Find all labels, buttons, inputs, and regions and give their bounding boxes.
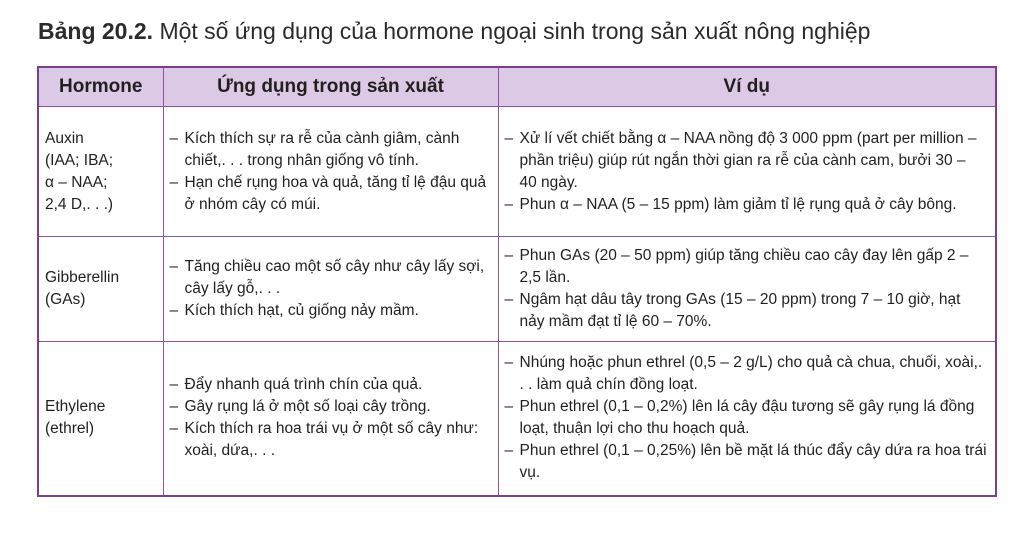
hormone-applications-table: [37, 66, 997, 497]
table-row-auxin: [38, 107, 996, 237]
example-cell: [498, 237, 996, 342]
table-caption: [38, 18, 870, 45]
hormone-name-line: α – NAA;: [45, 173, 108, 191]
example-item: – Phun ethrel (0,1 – 0,25%) lên bề mặt lá thúc đẩy cây dứa ra hoa trái vụ.: [505, 440, 988, 484]
example-item: – Phun GAs (20 – 50 ppm) giúp tăng chiều cao cây đay lên gấp 2 – 2,5 lần.: [505, 245, 988, 289]
hormone-name-line: Ethylene: [45, 398, 106, 416]
example-item: – Xử lí vết chiết bằng α – NAA nồng độ 3 000 ppm (part per million – phần triệu) giúp rút ngắn thời gian ra rễ của cành cam, bưởi 30 – 40 ngày.: [505, 128, 988, 194]
hormone-name-line: 2,4 D,. . .): [45, 195, 114, 213]
table-row-ethylene: [38, 342, 996, 496]
header-hormone: Hormone: [38, 67, 163, 107]
example-item: – Phun α – NAA (5 – 15 ppm) làm giảm tỉ lệ rụng quả ở cây bông.: [505, 194, 988, 216]
hormone-name-line: Auxin: [45, 129, 84, 147]
example-cell: [498, 107, 996, 237]
caption-text: Một số ứng dụng của hormone ngoại sinh trong sản xuất nông nghiệp: [159, 18, 871, 44]
application-cell: [163, 342, 498, 496]
hormone-name-line: (GAs): [45, 291, 86, 308]
header-application: Ứng dụng trong sản xuất: [163, 67, 498, 107]
hormone-name-line: (ethrel): [45, 420, 95, 438]
example-item: – Phun ethrel (0,1 – 0,2%) lên lá cây đậu tương sẽ gây rụng lá đồng loạt, thuận lợi cho thu hoạch quả.: [505, 396, 988, 440]
hormone-cell: [38, 107, 163, 237]
caption-label: Bảng 20.2.: [38, 18, 154, 44]
application-item: – Kích thích ra hoa trái vụ ở một số cây như: xoài, dứa,. . .: [170, 418, 490, 462]
example-item: – Nhúng hoặc phun ethrel (0,5 – 2 g/L) cho quả cà chua, chuối, xoài,. . . làm quả chín đồng loạt.: [505, 352, 988, 396]
example-item: – Ngâm hạt dâu tây trong GAs (15 – 20 ppm) trong 7 – 10 giờ, hạt nảy mầm đạt tỉ lệ 60 – 70%.: [505, 289, 988, 333]
application-item: – Kích thích hạt, củ giống nảy mầm.: [170, 300, 490, 322]
application-item: – Kích thích sự ra rễ của cành giâm, cành chiết,. . . trong nhân giống vô tính.: [170, 128, 490, 172]
example-cell: [498, 342, 996, 496]
application-cell: [163, 237, 498, 342]
table-row-gibberellin: [38, 237, 996, 342]
application-cell: [163, 107, 498, 237]
hormone-cell: [38, 342, 163, 496]
application-item: – Đẩy nhanh quá trình chín của quả.: [170, 374, 490, 396]
header-row: [38, 67, 996, 107]
application-item: – Gây rụng lá ở một số loại cây trồng.: [170, 396, 490, 418]
application-item: – Hạn chế rụng hoa và quả, tăng tỉ lệ đậu quả ở nhóm cây có múi.: [170, 172, 490, 216]
header-example: Ví dụ: [498, 67, 996, 107]
hormone-name-line: (IAA; IBA;: [45, 151, 114, 169]
application-item: – Tăng chiều cao một số cây như cây lấy sợi, cây lấy gỗ,. . .: [170, 256, 490, 300]
hormone-cell: [38, 237, 163, 342]
hormone-name-line: Gibberellin: [45, 269, 120, 286]
